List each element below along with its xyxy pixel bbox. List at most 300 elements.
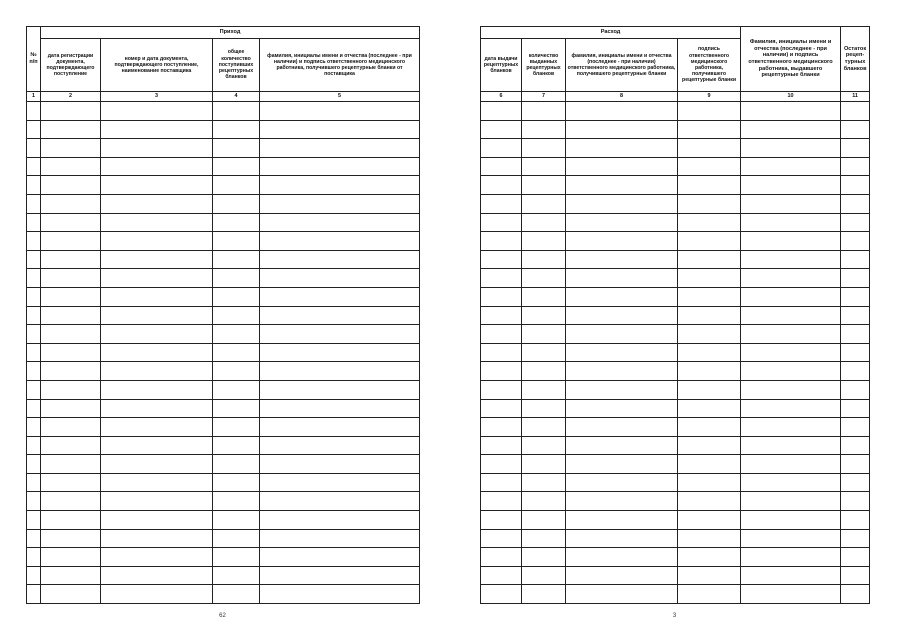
empty-cell: [566, 287, 678, 306]
empty-cell: [678, 232, 741, 251]
empty-cell: [522, 250, 566, 269]
empty-cell: [741, 436, 841, 455]
empty-cell: [481, 399, 522, 418]
empty-cell: [741, 250, 841, 269]
empty-cell: [522, 157, 566, 176]
empty-cell: [678, 362, 741, 381]
empty-cell: [481, 436, 522, 455]
empty-cell: [678, 269, 741, 288]
table-row: [481, 213, 870, 232]
empty-cell: [678, 455, 741, 474]
empty-cell: [41, 436, 101, 455]
empty-cell: [101, 511, 213, 530]
empty-cell: [841, 492, 870, 511]
empty-cell: [27, 362, 41, 381]
empty-cell: [741, 139, 841, 158]
empty-cell: [481, 269, 522, 288]
empty-cell: [841, 157, 870, 176]
empty-cell: [522, 120, 566, 139]
empty-cell: [481, 176, 522, 195]
empty-cell: [260, 343, 420, 362]
empty-cell: [41, 287, 101, 306]
empty-cell: [260, 455, 420, 474]
empty-cell: [260, 306, 420, 325]
issue-body: [481, 102, 870, 604]
page-number-right: 3: [672, 613, 677, 619]
empty-cell: [213, 194, 260, 213]
empty-cell: [522, 343, 566, 362]
empty-cell: [41, 139, 101, 158]
empty-cell: [213, 418, 260, 437]
empty-cell: [27, 120, 41, 139]
empty-cell: [101, 418, 213, 437]
empty-cell: [213, 529, 260, 548]
right-page: [480, 26, 869, 608]
table-row: [27, 232, 420, 251]
empty-cell: [213, 139, 260, 158]
empty-cell: [481, 325, 522, 344]
table-row: [27, 269, 420, 288]
empty-cell: [101, 194, 213, 213]
empty-cell: [481, 492, 522, 511]
empty-cell: [41, 585, 101, 604]
empty-cell: [27, 473, 41, 492]
table-row: [27, 157, 420, 176]
empty-cell: [841, 102, 870, 121]
receipt-table: [26, 26, 420, 604]
empty-cell: [41, 473, 101, 492]
empty-cell: [260, 325, 420, 344]
empty-cell: [481, 213, 522, 232]
empty-cell: [841, 269, 870, 288]
empty-cell: [213, 157, 260, 176]
col-recipient-name-header: фамилия, инициалы имени и отчества (последнее - при наличии) ответственного медицинского работника, получившего рецептурные бланки: [566, 39, 678, 92]
col-number: 1: [27, 92, 41, 102]
empty-cell: [101, 325, 213, 344]
empty-cell: [101, 399, 213, 418]
empty-cell: [566, 306, 678, 325]
empty-cell: [260, 566, 420, 585]
empty-cell: [27, 529, 41, 548]
empty-cell: [566, 325, 678, 344]
empty-cell: [566, 455, 678, 474]
table-row: [481, 287, 870, 306]
empty-cell: [27, 250, 41, 269]
empty-cell: [841, 250, 870, 269]
empty-cell: [741, 306, 841, 325]
empty-cell: [27, 380, 41, 399]
table-row: [27, 250, 420, 269]
empty-cell: [741, 585, 841, 604]
table-row: [481, 194, 870, 213]
table-row: [481, 157, 870, 176]
empty-cell: [678, 380, 741, 399]
empty-cell: [741, 362, 841, 381]
empty-cell: [481, 343, 522, 362]
empty-cell: [213, 287, 260, 306]
empty-cell: [27, 585, 41, 604]
empty-cell: [101, 269, 213, 288]
col-balance-header: Остаток рецеп- турных бланков: [841, 27, 870, 92]
empty-cell: [481, 120, 522, 139]
empty-cell: [678, 139, 741, 158]
empty-cell: [213, 380, 260, 399]
table-row: [27, 306, 420, 325]
empty-cell: [41, 102, 101, 121]
empty-cell: [741, 157, 841, 176]
table-row: [481, 232, 870, 251]
empty-cell: [522, 232, 566, 251]
empty-cell: [101, 287, 213, 306]
empty-cell: [522, 176, 566, 195]
table-row: [481, 120, 870, 139]
table-row: [27, 436, 420, 455]
receipt-section-title: Приход: [41, 27, 420, 39]
empty-cell: [101, 455, 213, 474]
empty-cell: [260, 176, 420, 195]
empty-cell: [566, 176, 678, 195]
col-number: 7: [522, 92, 566, 102]
page-number-left: 62: [219, 613, 226, 619]
empty-cell: [741, 399, 841, 418]
table-row: [27, 585, 420, 604]
empty-cell: [741, 287, 841, 306]
empty-cell: [678, 511, 741, 530]
table-row: [27, 194, 420, 213]
empty-cell: [101, 176, 213, 195]
table-row: [481, 380, 870, 399]
table-row: [481, 418, 870, 437]
empty-cell: [213, 492, 260, 511]
table-row: [27, 566, 420, 585]
empty-cell: [841, 566, 870, 585]
empty-cell: [841, 529, 870, 548]
empty-cell: [41, 418, 101, 437]
empty-cell: [522, 418, 566, 437]
empty-cell: [101, 529, 213, 548]
empty-cell: [841, 213, 870, 232]
empty-cell: [213, 269, 260, 288]
empty-cell: [260, 473, 420, 492]
col-number: 9: [678, 92, 741, 102]
empty-cell: [27, 306, 41, 325]
col-issuer-header: Фамилия, инициалы имени и отчества (последнее - при наличии) и подпись ответственного медицинского работника, выдавшего рецептурные бланки: [741, 27, 841, 92]
empty-cell: [41, 511, 101, 530]
empty-cell: [481, 566, 522, 585]
empty-cell: [260, 213, 420, 232]
empty-cell: [27, 232, 41, 251]
table-row: [481, 139, 870, 158]
empty-cell: [27, 511, 41, 530]
empty-cell: [213, 566, 260, 585]
empty-cell: [741, 269, 841, 288]
empty-cell: [27, 269, 41, 288]
empty-cell: [260, 194, 420, 213]
empty-cell: [41, 362, 101, 381]
empty-cell: [101, 120, 213, 139]
col-number: 4: [213, 92, 260, 102]
table-row: [27, 548, 420, 567]
empty-cell: [27, 436, 41, 455]
empty-cell: [101, 213, 213, 232]
table-row: [481, 566, 870, 585]
empty-cell: [101, 585, 213, 604]
table-row: [27, 529, 420, 548]
empty-cell: [260, 120, 420, 139]
empty-cell: [678, 176, 741, 195]
empty-cell: [566, 473, 678, 492]
empty-cell: [27, 176, 41, 195]
empty-cell: [522, 139, 566, 158]
empty-cell: [481, 232, 522, 251]
table-row: [27, 455, 420, 474]
empty-cell: [481, 529, 522, 548]
empty-cell: [522, 213, 566, 232]
empty-cell: [841, 436, 870, 455]
empty-cell: [566, 269, 678, 288]
table-row: [27, 380, 420, 399]
empty-cell: [841, 511, 870, 530]
empty-cell: [41, 176, 101, 195]
empty-cell: [678, 343, 741, 362]
empty-cell: [566, 399, 678, 418]
empty-cell: [741, 213, 841, 232]
empty-cell: [741, 102, 841, 121]
empty-cell: [41, 250, 101, 269]
empty-cell: [213, 325, 260, 344]
empty-cell: [566, 492, 678, 511]
empty-cell: [213, 473, 260, 492]
table-row: [481, 511, 870, 530]
empty-cell: [101, 548, 213, 567]
empty-cell: [260, 399, 420, 418]
empty-cell: [41, 306, 101, 325]
empty-cell: [481, 250, 522, 269]
empty-cell: [566, 194, 678, 213]
empty-cell: [481, 102, 522, 121]
empty-cell: [101, 492, 213, 511]
empty-cell: [522, 102, 566, 121]
empty-cell: [101, 566, 213, 585]
empty-cell: [213, 511, 260, 530]
table-row: [481, 325, 870, 344]
empty-cell: [41, 399, 101, 418]
empty-cell: [101, 473, 213, 492]
empty-cell: [481, 511, 522, 530]
table-row: [481, 436, 870, 455]
empty-cell: [260, 529, 420, 548]
empty-cell: [741, 548, 841, 567]
empty-cell: [522, 455, 566, 474]
empty-cell: [481, 306, 522, 325]
empty-cell: [27, 399, 41, 418]
empty-cell: [27, 287, 41, 306]
empty-cell: [841, 548, 870, 567]
empty-cell: [101, 436, 213, 455]
table-row: [481, 585, 870, 604]
empty-cell: [260, 232, 420, 251]
empty-cell: [841, 176, 870, 195]
empty-cell: [741, 529, 841, 548]
table-row: [481, 176, 870, 195]
empty-cell: [566, 380, 678, 399]
table-row: [27, 511, 420, 530]
empty-cell: [41, 120, 101, 139]
empty-cell: [522, 306, 566, 325]
empty-cell: [481, 194, 522, 213]
empty-cell: [41, 343, 101, 362]
empty-cell: [841, 380, 870, 399]
table-row: [481, 473, 870, 492]
empty-cell: [260, 250, 420, 269]
empty-cell: [522, 269, 566, 288]
empty-cell: [566, 436, 678, 455]
empty-cell: [741, 511, 841, 530]
empty-cell: [678, 287, 741, 306]
empty-cell: [481, 157, 522, 176]
empty-cell: [481, 362, 522, 381]
empty-cell: [481, 139, 522, 158]
empty-cell: [841, 399, 870, 418]
empty-cell: [678, 157, 741, 176]
empty-cell: [841, 139, 870, 158]
table-row: [481, 548, 870, 567]
empty-cell: [741, 176, 841, 195]
empty-cell: [841, 325, 870, 344]
empty-cell: [841, 418, 870, 437]
empty-cell: [741, 418, 841, 437]
empty-cell: [260, 157, 420, 176]
empty-cell: [678, 250, 741, 269]
empty-cell: [213, 548, 260, 567]
empty-cell: [481, 548, 522, 567]
empty-cell: [741, 492, 841, 511]
col-number: 5: [260, 92, 420, 102]
receipt-body: [27, 102, 420, 604]
empty-cell: [213, 102, 260, 121]
empty-cell: [678, 473, 741, 492]
table-row: [27, 343, 420, 362]
empty-cell: [841, 232, 870, 251]
empty-cell: [41, 232, 101, 251]
empty-cell: [841, 306, 870, 325]
empty-cell: [27, 102, 41, 121]
table-row: [27, 473, 420, 492]
empty-cell: [27, 194, 41, 213]
empty-cell: [260, 102, 420, 121]
empty-cell: [41, 492, 101, 511]
empty-cell: [260, 269, 420, 288]
empty-cell: [841, 343, 870, 362]
empty-cell: [741, 380, 841, 399]
col-number: 2: [41, 92, 101, 102]
empty-cell: [678, 436, 741, 455]
empty-cell: [481, 585, 522, 604]
empty-cell: [41, 157, 101, 176]
empty-cell: [41, 529, 101, 548]
table-row: [27, 287, 420, 306]
empty-cell: [101, 139, 213, 158]
empty-cell: [213, 120, 260, 139]
empty-cell: [260, 287, 420, 306]
table-row: [27, 418, 420, 437]
empty-cell: [841, 120, 870, 139]
issue-table: [480, 26, 870, 604]
table-row: [481, 269, 870, 288]
empty-cell: [41, 194, 101, 213]
empty-cell: [522, 473, 566, 492]
empty-cell: [213, 232, 260, 251]
table-row: [481, 455, 870, 474]
empty-cell: [566, 250, 678, 269]
empty-cell: [522, 529, 566, 548]
empty-cell: [566, 343, 678, 362]
empty-cell: [566, 529, 678, 548]
empty-cell: [678, 325, 741, 344]
empty-cell: [741, 232, 841, 251]
empty-cell: [678, 492, 741, 511]
empty-cell: [678, 194, 741, 213]
empty-cell: [101, 157, 213, 176]
table-row: [481, 492, 870, 511]
empty-cell: [27, 548, 41, 567]
empty-cell: [101, 343, 213, 362]
empty-cell: [522, 380, 566, 399]
empty-cell: [27, 325, 41, 344]
empty-cell: [260, 139, 420, 158]
table-row: [27, 176, 420, 195]
empty-cell: [522, 325, 566, 344]
empty-cell: [678, 306, 741, 325]
table-row: [481, 102, 870, 121]
table-row: [27, 492, 420, 511]
empty-cell: [566, 120, 678, 139]
empty-cell: [566, 213, 678, 232]
empty-cell: [481, 380, 522, 399]
empty-cell: [27, 492, 41, 511]
col-registration-date-header: дата регистрации документа, подтверждающего поступление: [41, 39, 101, 92]
empty-cell: [841, 287, 870, 306]
empty-cell: [27, 157, 41, 176]
empty-cell: [522, 585, 566, 604]
empty-cell: [260, 418, 420, 437]
empty-cell: [841, 455, 870, 474]
empty-cell: [41, 548, 101, 567]
table-row: [481, 343, 870, 362]
empty-cell: [741, 566, 841, 585]
table-row: [481, 529, 870, 548]
empty-cell: [260, 492, 420, 511]
empty-cell: [678, 213, 741, 232]
col-total-received-header: общее количество поступивших рецептурных бланков: [213, 39, 260, 92]
empty-cell: [522, 492, 566, 511]
empty-cell: [27, 139, 41, 158]
empty-cell: [27, 566, 41, 585]
empty-cell: [213, 213, 260, 232]
empty-cell: [741, 473, 841, 492]
empty-cell: [522, 399, 566, 418]
empty-cell: [27, 213, 41, 232]
empty-cell: [522, 548, 566, 567]
empty-cell: [678, 418, 741, 437]
empty-cell: [522, 436, 566, 455]
empty-cell: [260, 436, 420, 455]
empty-cell: [522, 566, 566, 585]
empty-cell: [841, 473, 870, 492]
empty-cell: [260, 585, 420, 604]
col-number: 8: [566, 92, 678, 102]
empty-cell: [101, 102, 213, 121]
